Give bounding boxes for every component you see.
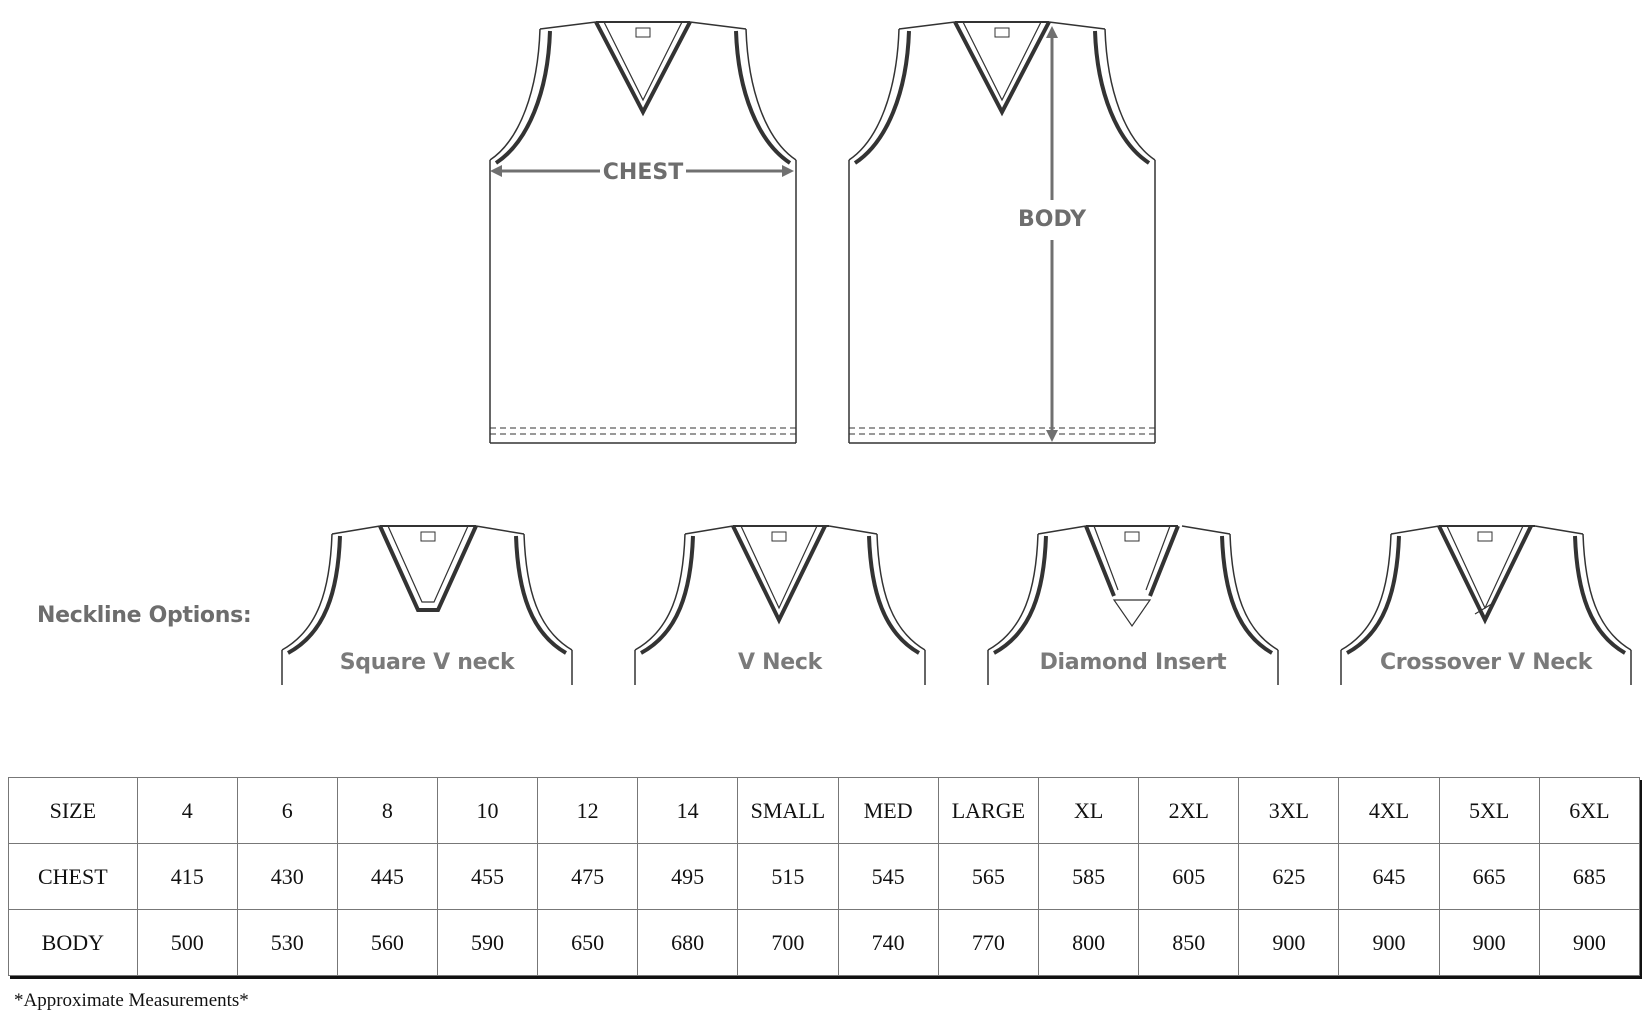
table-cell: XL bbox=[1039, 778, 1139, 844]
table-cell: 4XL bbox=[1339, 778, 1439, 844]
table-cell: 530 bbox=[237, 910, 337, 976]
table-cell: 585 bbox=[1039, 844, 1139, 910]
table-cell: 560 bbox=[337, 910, 437, 976]
table-cell: 650 bbox=[538, 910, 638, 976]
table-cell: 700 bbox=[738, 910, 838, 976]
table-row-body bbox=[9, 910, 1640, 976]
vest-front-outline bbox=[490, 22, 796, 443]
row-header: SIZE bbox=[9, 778, 138, 844]
table-cell: 14 bbox=[638, 778, 738, 844]
size-chart-table bbox=[8, 777, 1640, 976]
table-cell: 500 bbox=[137, 910, 237, 976]
table-cell: 545 bbox=[838, 844, 938, 910]
table-cell: 3XL bbox=[1239, 778, 1339, 844]
table-row-chest bbox=[9, 844, 1640, 910]
table-cell: 565 bbox=[938, 844, 1038, 910]
table-cell: 495 bbox=[638, 844, 738, 910]
table-cell: 10 bbox=[437, 778, 537, 844]
table-cell: 900 bbox=[1439, 910, 1539, 976]
table-cell: 770 bbox=[938, 910, 1038, 976]
table-row-size bbox=[9, 778, 1640, 844]
table-cell: 800 bbox=[1039, 910, 1139, 976]
neckline-option-v-neck: V Neck bbox=[738, 650, 822, 675]
table-cell: 12 bbox=[538, 778, 638, 844]
neckline-option-crossover-v-neck: Crossover V Neck bbox=[1379, 650, 1593, 675]
table-cell: 625 bbox=[1239, 844, 1339, 910]
table-cell: 445 bbox=[337, 844, 437, 910]
table-cell: 515 bbox=[738, 844, 838, 910]
table-cell: 900 bbox=[1239, 910, 1339, 976]
table-cell: 430 bbox=[237, 844, 337, 910]
table-cell: 2XL bbox=[1139, 778, 1239, 844]
table-cell: 680 bbox=[638, 910, 738, 976]
neckline-options-heading: Neckline Options: bbox=[37, 603, 252, 628]
chest-label: CHEST bbox=[602, 160, 684, 185]
table-cell: 900 bbox=[1539, 910, 1639, 976]
vest-back-outline bbox=[849, 22, 1155, 443]
table-cell: 5XL bbox=[1439, 778, 1539, 844]
neckline-option-diamond-insert: Diamond Insert bbox=[1039, 650, 1227, 675]
table-cell: 6XL bbox=[1539, 778, 1639, 844]
table-cell: 605 bbox=[1139, 844, 1239, 910]
table-cell: 645 bbox=[1339, 844, 1439, 910]
garment-diagrams bbox=[0, 0, 1643, 470]
table-cell: 900 bbox=[1339, 910, 1439, 976]
table-cell: SMALL bbox=[738, 778, 838, 844]
table-cell: 4 bbox=[137, 778, 237, 844]
table-cell: 665 bbox=[1439, 844, 1539, 910]
table-cell: 685 bbox=[1539, 844, 1639, 910]
table-cell: 6 bbox=[237, 778, 337, 844]
table-cell: 740 bbox=[838, 910, 938, 976]
table-cell: 850 bbox=[1139, 910, 1239, 976]
table-cell: 415 bbox=[137, 844, 237, 910]
body-label: BODY bbox=[1017, 207, 1087, 232]
table-cell: MED bbox=[838, 778, 938, 844]
neckline-option-square-v-neck: Square V neck bbox=[339, 650, 515, 675]
row-header: BODY bbox=[9, 910, 138, 976]
approximate-measurements-note: *Approximate Measurements* bbox=[14, 990, 249, 1011]
table-cell: LARGE bbox=[938, 778, 1038, 844]
table-cell: 475 bbox=[538, 844, 638, 910]
table-cell: 590 bbox=[437, 910, 537, 976]
row-header: CHEST bbox=[9, 844, 138, 910]
table-cell: 455 bbox=[437, 844, 537, 910]
table-cell: 8 bbox=[337, 778, 437, 844]
